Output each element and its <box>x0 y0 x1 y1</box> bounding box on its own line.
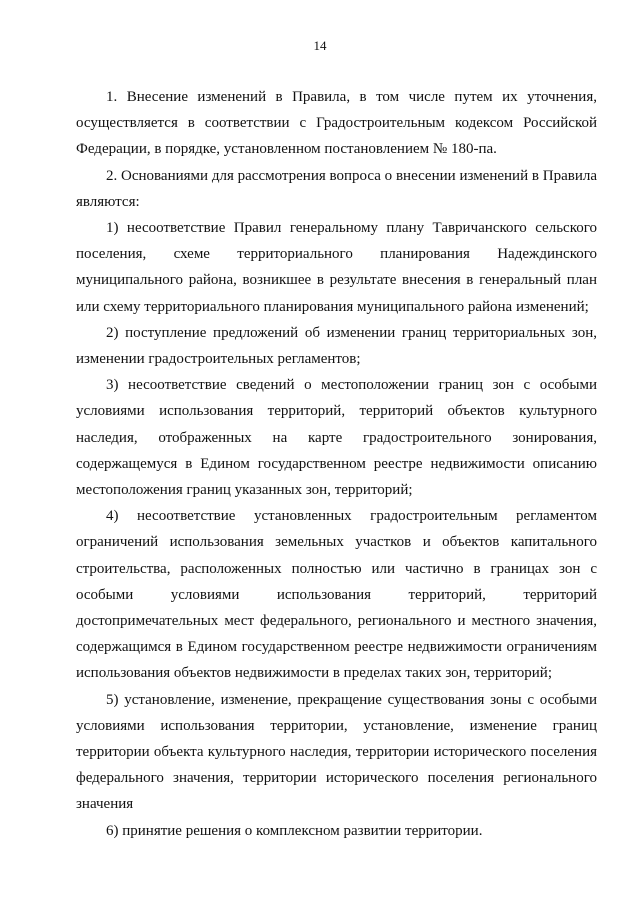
list-item-3-zone-boundaries-mismatch: 3) несоответствие сведений о местоположении границ зон с особыми условиями использования территорий, территорий объектов культурного наследия, отображенных на карте градостроительного зонирования, содержащемуся в Едином государственном реестре недвижимости описанию местоположения границ указанных зон, территорий; <box>76 377 597 499</box>
list-item-5-zone-changes: 5) установление, изменение, прекращение существования зоны с особыми условиями использования территории, установление, изменение границ территории объекта культурного наследия, территории исторического поселения федерального значения, территории исторического поселения регионального значения <box>76 691 597 813</box>
page-number: 14 <box>313 38 327 53</box>
list-item-6-complex-development: 6) принятие решения о комплексном развитии территории. <box>106 822 483 839</box>
list-item-1-general-plan-mismatch: 1) несоответствие Правил генеральному плану Тавричанского сельского поселения, схеме территориального планирования Надеждинского муниципального района, возникшее в результате внесения в генеральный план или схему территориального планирования муниципального района изменений; <box>76 220 597 315</box>
list-item-2-proposals: 2) поступление предложений об изменении границ территориальных зон, изменении градостроительных регламентов; <box>76 324 597 368</box>
paragraph-1-amendment-procedure: 1. Внесение изменений в Правила, в том числе путем их уточнения, осуществляется в соответствии с Градостроительным кодексом Российской Федерации, в порядке, установленном постановлением № 180-па. <box>76 89 597 158</box>
document-body <box>76 84 597 844</box>
paragraph-2-grounds-intro: 2. Основаниями для рассмотрения вопроса о внесении изменений в Правила являются: <box>76 167 597 210</box>
list-item-4-restrictions-mismatch: 4) несоответствие установленных градостроительным регламентом ограничений использования земельных участков и объектов капитального строительства, расположенных полностью или частично в границах зон с особыми условиями использования территорий, территорий достопримечательных мест федерального, регионального и местного значения, содержащимся в Едином государственном реестре недвижимости ограничениям использования объектов недвижимости в пределах таких зон, территорий; <box>76 508 597 682</box>
